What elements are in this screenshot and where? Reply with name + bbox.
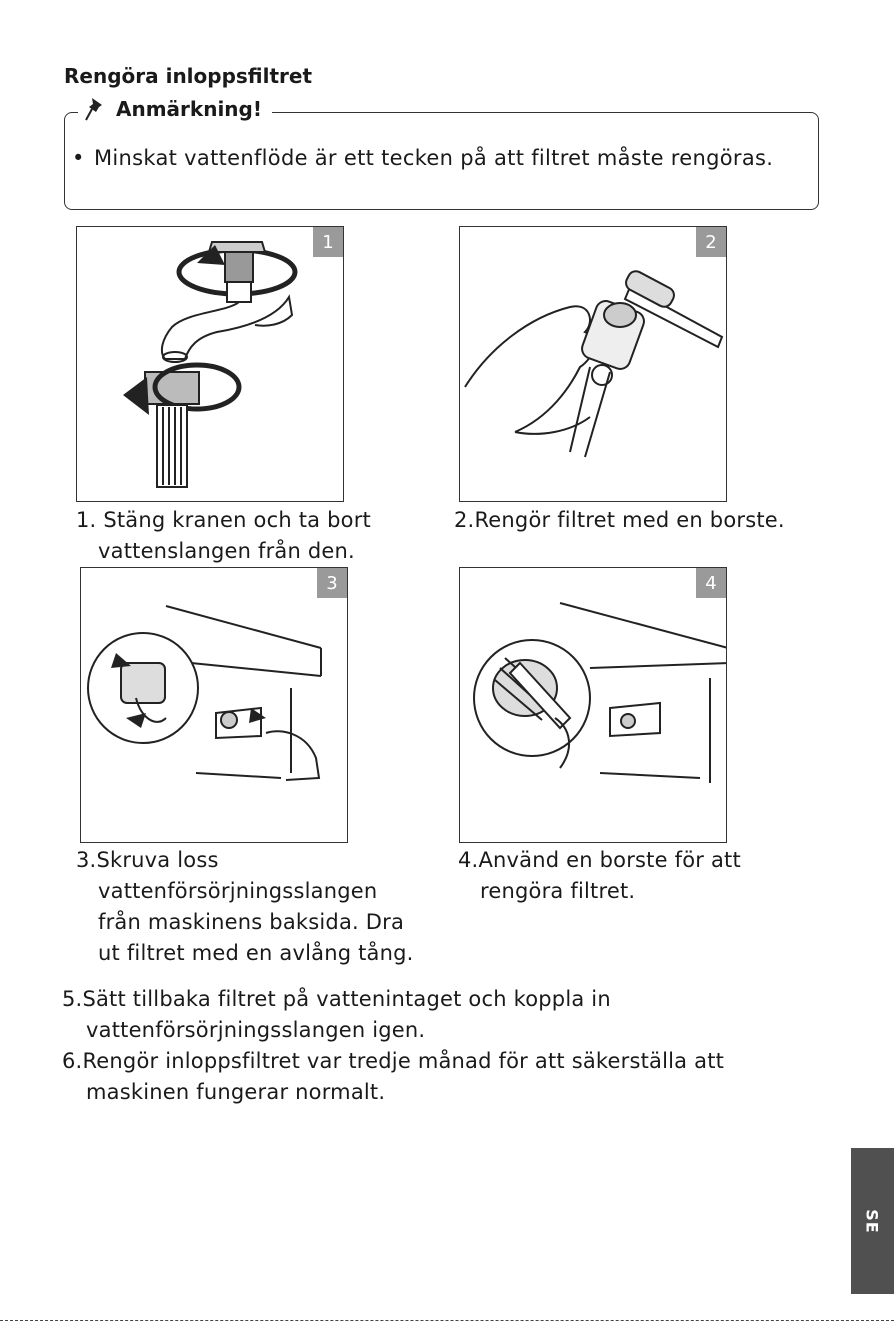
figure-badge: 3 <box>317 568 347 598</box>
language-tab-label: SE <box>862 1208 882 1234</box>
note-text <box>72 146 773 170</box>
section-title: Rengöra inloppsfiltret <box>64 64 313 88</box>
brush-filter-illustration <box>460 227 727 502</box>
caption-4: 4.Använd en borste för att rengöra filtret. <box>458 848 741 903</box>
faucet-illustration <box>77 227 344 502</box>
figure-badge: 1 <box>313 227 343 257</box>
figure-4-brush-clean <box>459 567 727 843</box>
note-text-body: Minskat vattenflöde är ett tecken på att filtret måste rengöras. <box>94 146 774 170</box>
step-list <box>62 984 724 1108</box>
note-bullet: • <box>72 146 85 170</box>
caption-1: 1. Stäng kranen och ta bort vattenslangen från den. <box>76 508 371 563</box>
note-heading <box>78 96 272 122</box>
language-tab <box>851 1148 894 1294</box>
step-6: 6.Rengör inloppsfiltret var tredje månad för att säkerställa att maskinen fungerar normalt. <box>62 1049 725 1104</box>
figure-badge: 2 <box>696 227 726 257</box>
figure-badge: 4 <box>696 568 726 598</box>
page-bottom-rule <box>0 1320 894 1321</box>
caption-2: 2.Rengör filtret med en borste. <box>454 508 785 532</box>
note-heading-text: Anmärkning! <box>116 97 262 121</box>
figure-2-brush-filter <box>459 226 727 502</box>
machine-hose-illustration <box>81 568 348 843</box>
figure-3-machine-hose <box>80 567 348 843</box>
step-5: 5.Sätt tillbaka filtret på vattenintaget och koppla in vattenförsörjningsslangen igen. <box>62 987 611 1042</box>
figure-1-faucet <box>76 226 344 502</box>
caption-3: 3.Skruva loss vattenförsörjningsslangen från maskinens baksida. Dra ut filtret med en avlång tång. <box>76 848 414 965</box>
brush-clean-illustration <box>460 568 727 843</box>
pushpin-icon <box>84 96 108 122</box>
